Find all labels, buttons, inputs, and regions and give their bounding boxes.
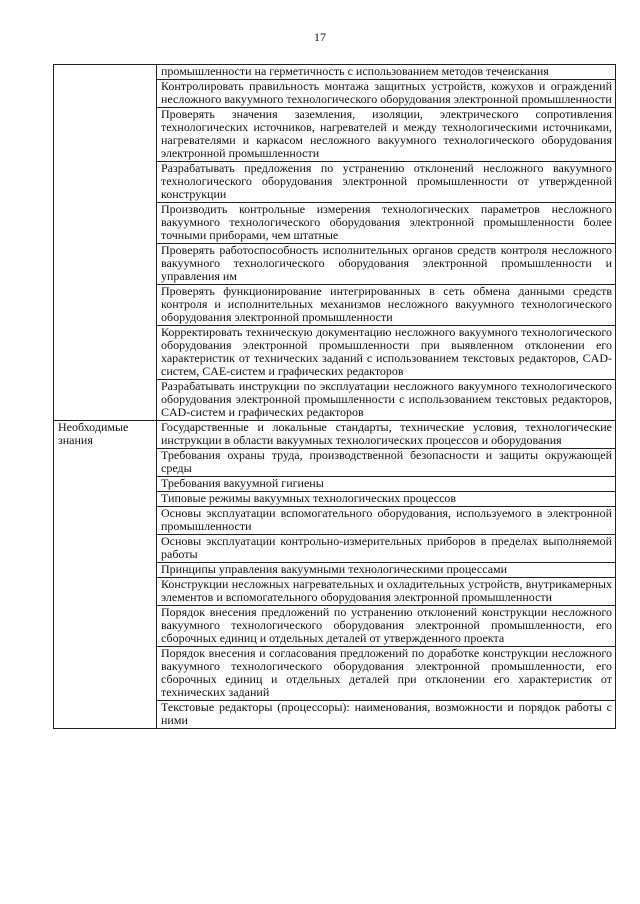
table-cell: Проверять значения заземления, изоляции, электрического сопротивления технологических источников, нагревателей и между технологическими источниками, нагревателями и каркасом несложного вакуумного технологического оборудования электронной промышленности (157, 108, 616, 162)
table-cell: Разрабатывать предложения по устранению отклонений несложного вакуумного технологического оборудования электронной промышленности от утвержденной конструкции (157, 162, 616, 203)
table-cell: Производить контрольные измерения технологических параметров несложного вакуумного технологического оборудования электронной промышленности более точными приборами, чем штатные (157, 203, 616, 244)
table-cell: Основы эксплуатации вспомогательного оборудования, используемого в электронной промышленности (157, 507, 616, 535)
table-cell: Основы эксплуатации контрольно-измерительных приборов в пределах выполняемой работы (157, 535, 616, 563)
table-cell: Контролировать правильность монтажа защитных устройств, кожухов и ограждений несложного вакуумного технологического оборудования электронной промышленности (157, 80, 616, 108)
table-cell: Текстовые редакторы (процессоры): наименования, возможности и порядок работы с ними (157, 701, 616, 729)
table-cell: Требования вакуумной гигиены (157, 477, 616, 492)
table-cell: промышленности на герметичность с использованием методов течеискания (157, 65, 616, 80)
table-row (54, 65, 616, 80)
table-cell: Требования охраны труда, производственной безопасности и защиты окружающей среды (157, 449, 616, 477)
table-cell: Порядок внесения предложений по устранению отклонений конструкции несложного вакуумного технологического оборудования электронной промышленности, его сборочных единиц и отдельных деталей от утвержденного проекта (157, 606, 616, 647)
table-cell: Проверять работоспособность исполнительных органов средств контроля несложного вакуумного технологического оборудования электронной промышленности и управления им (157, 244, 616, 285)
table-cell: Корректировать техническую документацию несложного вакуумного технологического оборудования электронной промышленности при выявленном отклонении его характеристик от технических заданий с использованием текстовых редакторов, CAD-систем, CAE-систем и графических редакторов (157, 326, 616, 380)
knowledge-label: Необходимые знания (54, 421, 157, 729)
row-label-cell-empty (54, 65, 157, 421)
table-cell: Типовые режимы вакуумных технологических процессов (157, 492, 616, 507)
table-row (54, 421, 616, 449)
table-cell: Проверять функционирование интегрированных в сеть обмена данными средств контроля и исполнительных механизмов несложного вакуумного технологического оборудования электронной промышленности (157, 285, 616, 326)
table-cell: Принципы управления вакуумными технологическими процессами (157, 563, 616, 578)
table-cell: Государственные и локальные стандарты, технические условия, технологические инструкции в области вакуумных технологических процессов и оборудования (157, 421, 616, 449)
table-cell: Разрабатывать инструкции по эксплуатации несложного вакуумного технологического оборудования электронной промышленности с использованием текстовых редакторов, CAD-систем и графических редакторов (157, 380, 616, 421)
table-cell: Конструкции несложных нагревательных и охладительных устройств, внутрикамерных элементов и вспомогательного оборудования электронной промышленности (157, 578, 616, 606)
page-number: 17 (314, 30, 326, 44)
requirements-table (53, 64, 616, 729)
table-cell: Порядок внесения и согласования предложений по доработке конструкции несложного вакуумного технологического оборудования электронной промышленности, его сборочных единиц и отдельных деталей при отклонении его характеристик от технических заданий (157, 647, 616, 701)
